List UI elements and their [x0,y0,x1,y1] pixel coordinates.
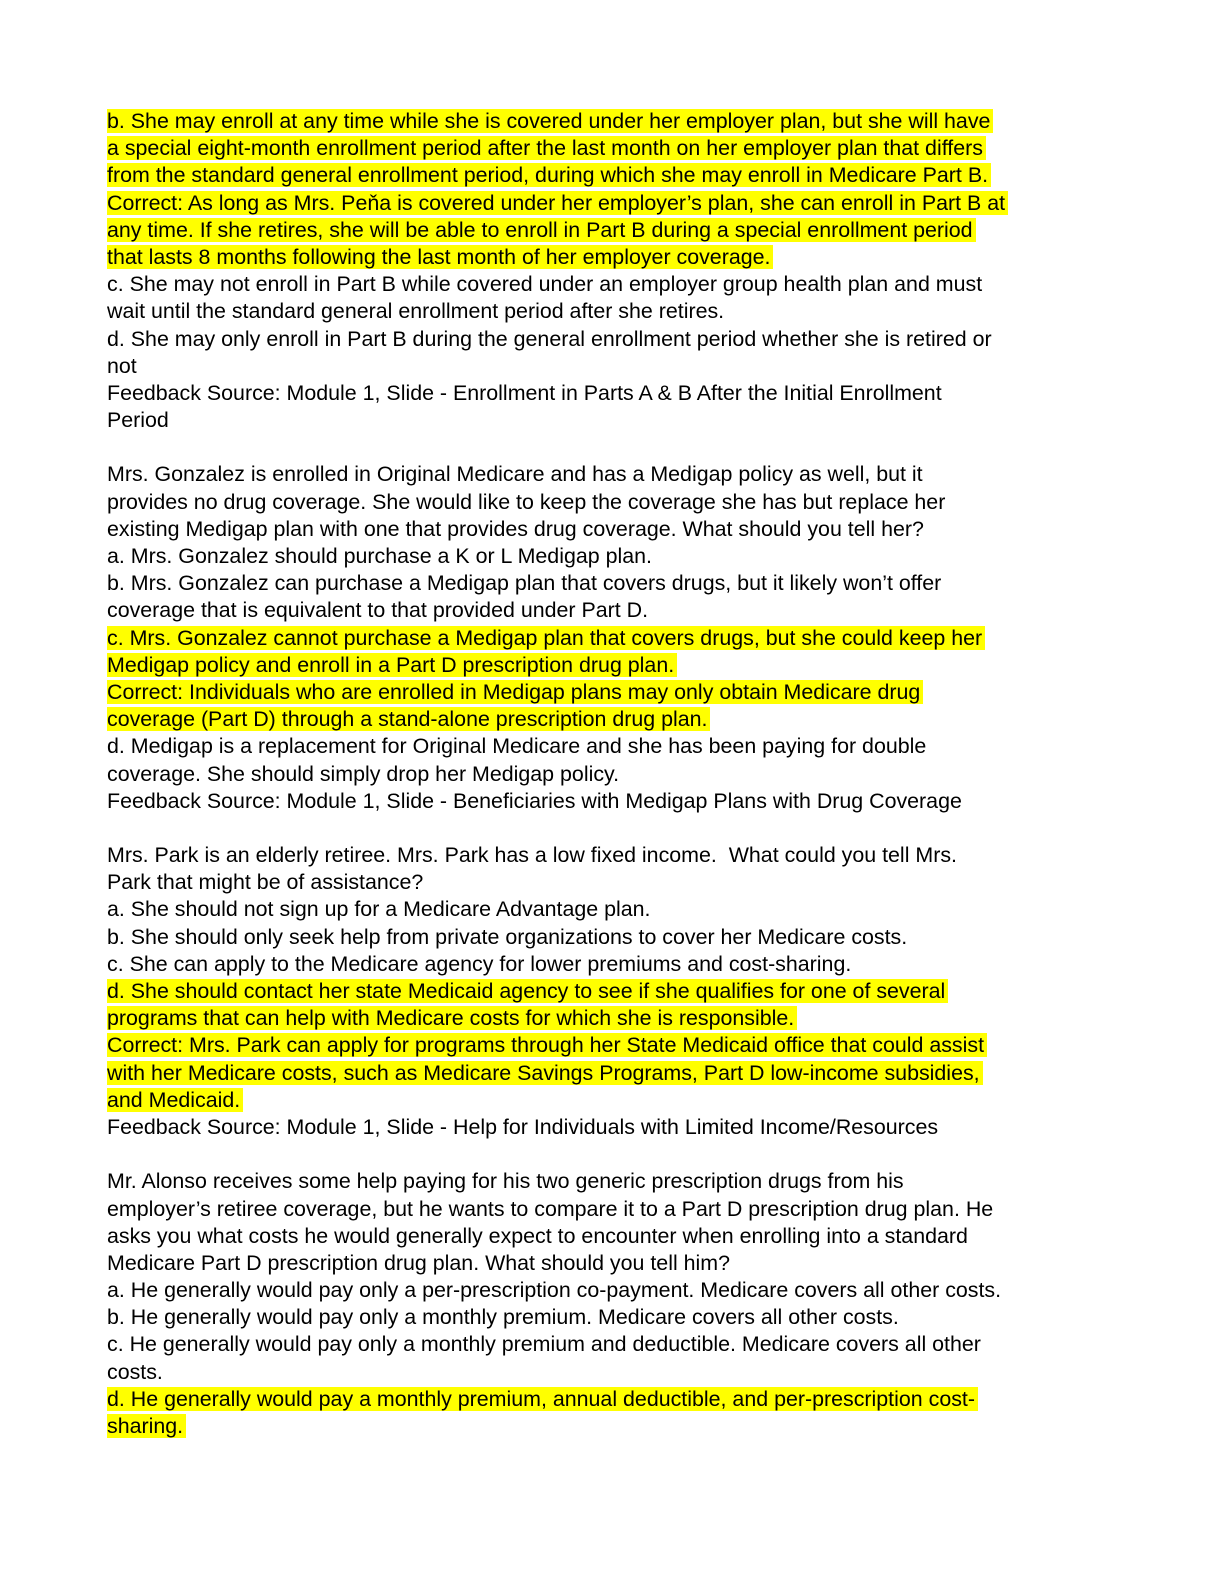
text-line: Medigap policy and enroll in a Part D prescription drug plan. [107,653,677,677]
q3-option-d [107,978,1117,1032]
text-line: asks you what costs he would generally expect to encounter when enrolling into a standard [107,1223,968,1248]
text-line: Mrs. Park is an elderly retiree. Mrs. Park has a low fixed income. What could you tell Mrs. [107,843,957,868]
q3-correct-explanation [107,1032,1117,1114]
text-line: costs. [107,1359,163,1384]
text-line: d. Medigap is a replacement for Original Medicare and she has been paying for double [107,734,927,759]
q1-option-d [107,326,1117,380]
text-line: provides no drug coverage. She would like to keep the coverage she has but replace her [107,489,946,514]
q2-correct-explanation [107,679,1117,733]
paragraph-spacer [107,815,1117,842]
q3-option-c [107,951,1117,978]
text-line: Correct: As long as Mrs. Peňa is covered under her employer’s plan, she can enroll in Part B at [107,191,1008,215]
text-line: with her Medicare costs, such as Medicare Savings Programs, Part D low-income subsidies, [107,1061,983,1085]
q4-option-c [107,1331,1117,1385]
q4-option-b [107,1304,1117,1331]
text-line: any time. If she retires, she will be able to enroll in Part B during a special enrollment period [107,218,976,242]
q3-option-b [107,924,1117,951]
text-line: Medicare Part D prescription drug plan. What should you tell him? [107,1250,731,1275]
text-line: a. Mrs. Gonzalez should purchase a K or L Medigap plan. [107,544,652,568]
text-line: Correct: Mrs. Park can apply for programs through her State Medicaid office that could assist [107,1033,987,1057]
q2-option-b [107,570,1117,624]
q3-question [107,842,1117,896]
text-line: d. He generally would pay a monthly premium, annual deductible, and per-prescription cost- [107,1387,978,1411]
text-line: from the standard general enrollment period, during which she may enroll in Medicare Part B. [107,163,991,187]
text-line: not [107,353,137,378]
text-line: c. He generally would pay only a monthly premium and deductible. Medicare covers all other [107,1332,981,1357]
text-line: c. She may not enroll in Part B while covered under an employer group health plan and must [107,272,983,297]
q3-feedback-source [107,1114,1117,1141]
q2-question [107,461,1117,543]
text-line: b. He generally would pay only a monthly premium. Medicare covers all other costs. [107,1305,899,1330]
paragraph-spacer [107,1141,1117,1168]
q4-option-d [107,1386,1117,1440]
q2-feedback-source [107,788,1117,815]
text-line: employer’s retiree coverage, but he wants to compare it to a Part D prescription drug plan. He [107,1196,994,1221]
q2-option-d [107,733,1117,787]
text-line: Period [107,408,169,433]
text-line: Mr. Alonso receives some help paying for his two generic prescription drugs from his [107,1169,904,1194]
text-line: d. She should contact her state Medicaid agency to see if she qualifies for one of several [107,979,948,1003]
text-line: and Medicaid. [107,1088,243,1112]
q1-option-b [107,108,1117,190]
q4-option-a [107,1277,1117,1304]
text-line: coverage. She should simply drop her Medigap policy. [107,761,620,786]
text-line: Feedback Source: Module 1, Slide - Beneficiaries with Medigap Plans with Drug Coverage [107,788,962,813]
q1-option-c [107,271,1117,325]
text-line: c. Mrs. Gonzalez cannot purchase a Medigap plan that covers drugs, but she could keep her [107,626,985,650]
paragraph-spacer [107,434,1117,461]
document-page [107,108,1117,1440]
text-line: d. She may only enroll in Part B during the general enrollment period whether she is retired or [107,326,992,351]
q3-option-a [107,896,1117,923]
text-line: b. She should only seek help from private organizations to cover her Medicare costs. [107,924,908,949]
text-line: programs that can help with Medicare costs for which she is responsible. [107,1006,797,1030]
text-line: c. She can apply to the Medicare agency for lower premiums and cost-sharing. [107,951,852,976]
text-line: Mrs. Gonzalez is enrolled in Original Medicare and has a Medigap policy as well, but it [107,462,923,487]
text-line: Park that might be of assistance? [107,870,424,895]
text-line: a special eight-month enrollment period after the last month on her employer plan that differs [107,136,986,160]
text-line: coverage that is equivalent to that provided under Part D. [107,598,649,623]
q2-option-a [107,543,1117,570]
text-line: Feedback Source: Module 1, Slide - Enrollment in Parts A & B After the Initial Enrollment [107,380,942,405]
text-line: a. She should not sign up for a Medicare Advantage plan. [107,897,651,922]
text-line: b. She may enroll at any time while she is covered under her employer plan, but she will have [107,109,993,133]
q2-option-c [107,625,1117,679]
text-line: existing Medigap plan with one that provides drug coverage. What should you tell her? [107,516,924,541]
q4-question [107,1168,1117,1277]
q1-feedback-source [107,380,1117,434]
text-line: Correct: Individuals who are enrolled in Medigap plans may only obtain Medicare drug [107,680,923,704]
q1-correct-explanation [107,190,1117,272]
text-line: b. Mrs. Gonzalez can purchase a Medigap plan that covers drugs, but it likely won’t offer [107,571,942,596]
text-line: that lasts 8 months following the last month of her employer coverage. [107,245,773,269]
text-line: sharing. [107,1414,186,1438]
text-line: wait until the standard general enrollment period after she retires. [107,299,725,324]
text-line: coverage (Part D) through a stand-alone prescription drug plan. [107,707,710,731]
text-line: a. He generally would pay only a per-prescription co-payment. Medicare covers all other costs. [107,1278,1002,1303]
text-line: Feedback Source: Module 1, Slide - Help for Individuals with Limited Income/Resources [107,1114,939,1139]
